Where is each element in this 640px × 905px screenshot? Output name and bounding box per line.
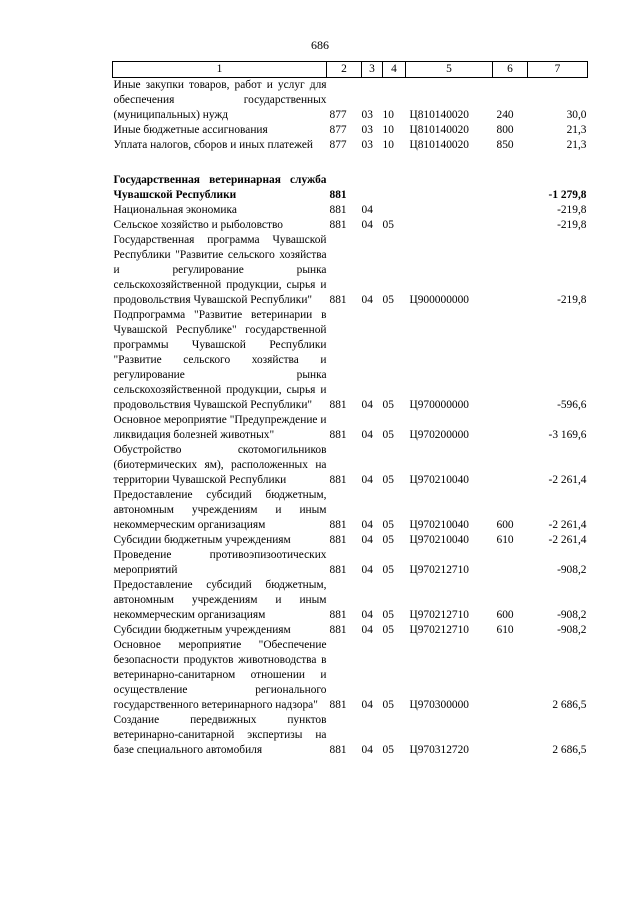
row-subsection: 05 — [382, 429, 394, 441]
row-expense-type: 610 — [496, 624, 514, 636]
row-chief-code: 881 — [329, 219, 347, 231]
row-subsection: 05 — [382, 564, 394, 576]
table-row — [113, 578, 588, 623]
table-row — [113, 78, 588, 124]
row-target-article: Ц970210040 — [409, 534, 469, 546]
row-expense-type — [493, 548, 528, 578]
table-row — [113, 638, 588, 713]
row-chief-code: 881 — [329, 204, 347, 216]
row-amount: -219,8 — [557, 294, 587, 306]
row-target-article: Ц810140020 — [409, 124, 469, 136]
row-expense-type: 240 — [496, 109, 514, 121]
row-target-article: Ц970210040 — [409, 474, 469, 486]
row-subsection: 05 — [382, 219, 394, 231]
row-expense-type — [493, 203, 528, 218]
row-section: 04 — [361, 399, 373, 411]
row-description: Сельское хозяйство и рыболовство — [113, 219, 283, 231]
row-subsection: 05 — [382, 519, 394, 531]
row-section: 04 — [361, 744, 373, 756]
row-chief-code: 881 — [329, 519, 347, 531]
row-chief-code: 877 — [329, 124, 347, 136]
row-target-article: Ц900000000 — [409, 294, 469, 306]
header-row — [113, 62, 588, 78]
row-amount: -2 261,4 — [548, 534, 587, 546]
row-section: 04 — [361, 624, 373, 636]
row-target-article: Ц970000000 — [409, 399, 469, 411]
row-expense-type — [493, 218, 528, 233]
row-subsection: 05 — [382, 474, 394, 486]
row-description: Основное мероприятие "Предупреждение и ликвидация болезней животных" — [113, 414, 327, 441]
header-col-1: 1 — [113, 62, 327, 78]
row-chief-code: 881 — [329, 744, 347, 756]
row-target-article: Ц970300000 — [409, 699, 469, 711]
row-target-article — [406, 203, 493, 218]
header-col-6: 6 — [493, 62, 528, 78]
row-spacer — [113, 153, 588, 173]
row-amount: 21,3 — [566, 139, 587, 151]
row-amount: 2 686,5 — [552, 744, 587, 756]
row-chief-code: 881 — [329, 564, 347, 576]
table-row — [113, 218, 588, 233]
row-expense-type: 610 — [496, 534, 514, 546]
row-amount: 2 686,5 — [552, 699, 587, 711]
table-row — [113, 233, 588, 308]
row-amount: -219,8 — [557, 219, 587, 231]
row-description: Подпрограмма "Развитие ветеринарии в Чувашской Республике" государственной программы Чувашской Республики "Развитие сельского хозяйства и регулирование рынка сельскохозяйственной продукции, сырья и продовольствия Чувашской Республики" — [113, 309, 327, 411]
table-row — [113, 623, 588, 638]
row-description: Субсидии бюджетным учреждениям — [113, 534, 291, 546]
row-description: Субсидии бюджетным учреждениям — [113, 624, 291, 636]
table-row — [113, 123, 588, 138]
row-subsection: 10 — [382, 139, 394, 151]
row-target-article: Ц970210040 — [409, 519, 469, 531]
row-description: Основное мероприятие "Обеспечение безопасности продуктов животноводства в ветеринарно-санитарном отношении и осуществление регионального государственного ветеринарного надзора" — [113, 639, 327, 711]
row-subsection: 05 — [382, 699, 394, 711]
row-description: Проведение противоэпизоотических мероприятий — [113, 549, 327, 576]
table-row — [113, 138, 588, 153]
row-amount: -596,6 — [557, 399, 587, 411]
row-target-article: Ц970200000 — [409, 429, 469, 441]
row-section: 04 — [361, 219, 373, 231]
table-header — [113, 62, 588, 78]
row-amount: -2 261,4 — [548, 474, 587, 486]
row-chief-code: 881 — [329, 429, 347, 441]
header-col-4: 4 — [383, 62, 406, 78]
row-section: 03 — [361, 139, 373, 151]
header-col-2: 2 — [327, 62, 362, 78]
row-amount: -908,2 — [557, 624, 587, 636]
row-subsection: 05 — [382, 534, 394, 546]
header-col-3: 3 — [362, 62, 383, 78]
row-chief-code: 877 — [329, 139, 347, 151]
row-description: Создание передвижных пунктов ветеринарно-санитарной экспертизы на базе специального автомобиля — [113, 714, 327, 756]
row-subsection: 05 — [382, 609, 394, 621]
row-expense-type: 600 — [496, 519, 514, 531]
row-description: Иные закупки товаров, работ и услуг для обеспечения государственных (муниципальных) нужд — [113, 79, 327, 121]
row-chief-code: 881 — [329, 699, 347, 711]
table-row — [113, 548, 588, 578]
table-row — [113, 413, 588, 443]
row-target-article: Ц970212710 — [409, 609, 469, 621]
row-section — [362, 173, 383, 203]
row-amount: -3 169,6 — [548, 429, 587, 441]
row-section: 03 — [361, 124, 373, 136]
row-expense-type — [493, 308, 528, 413]
row-target-article: Ц810140020 — [409, 109, 469, 121]
table-row — [113, 488, 588, 533]
row-subsection: 05 — [382, 744, 394, 756]
table-row — [113, 713, 588, 758]
row-target-article: Ц970312720 — [409, 744, 469, 756]
row-target-article — [406, 218, 493, 233]
row-amount: -908,2 — [557, 564, 587, 576]
page-number: 686 — [311, 38, 329, 52]
row-subsection: 05 — [382, 624, 394, 636]
row-section: 04 — [361, 519, 373, 531]
row-subsection — [383, 203, 406, 218]
table-row — [113, 203, 588, 218]
row-subsection: 10 — [382, 109, 394, 121]
spacer-cell — [113, 153, 588, 173]
row-chief-code: 881 — [329, 534, 347, 546]
budget-table — [112, 61, 588, 758]
row-section: 04 — [361, 564, 373, 576]
table-row — [113, 533, 588, 548]
row-description: Предоставление субсидий бюджетным, автономным учреждениям и иным некоммерческим организациям — [113, 489, 327, 531]
row-section: 04 — [361, 699, 373, 711]
row-target-article: Ц970212710 — [409, 624, 469, 636]
row-target-article: Ц810140020 — [409, 139, 469, 151]
row-expense-type — [493, 713, 528, 758]
row-section: 04 — [361, 474, 373, 486]
row-section: 04 — [361, 294, 373, 306]
row-description: Предоставление субсидий бюджетным, автономным учреждениям и иным некоммерческим организациям — [113, 579, 327, 621]
row-chief-code: 881 — [329, 189, 347, 201]
row-chief-code: 877 — [329, 109, 347, 121]
table-row-agency — [113, 173, 588, 203]
row-amount: -908,2 — [557, 609, 587, 621]
row-section: 03 — [361, 109, 373, 121]
row-subsection: 10 — [382, 124, 394, 136]
row-description: Государственная программа Чувашской Республики "Развитие сельского хозяйства и регулирование рынка сельскохозяйственной продукции, сырья и продовольствия Чувашской Республики" — [113, 234, 327, 306]
row-expense-type — [493, 443, 528, 488]
row-description: Уплата налогов, сборов и иных платежей — [113, 139, 313, 151]
row-section: 04 — [361, 609, 373, 621]
table-row — [113, 443, 588, 488]
row-description: Государственная ветеринарная служба Чувашской Республики — [113, 174, 327, 201]
row-target-article: Ц970212710 — [409, 564, 469, 576]
row-description: Национальная экономика — [113, 204, 237, 216]
row-expense-type — [493, 638, 528, 713]
row-amount: 30,0 — [566, 109, 587, 121]
row-chief-code: 881 — [329, 474, 347, 486]
row-target-article — [406, 173, 493, 203]
row-amount: 21,3 — [566, 124, 587, 136]
table-body — [113, 78, 588, 759]
row-expense-type — [493, 173, 528, 203]
row-chief-code: 881 — [329, 609, 347, 621]
row-chief-code: 881 — [329, 399, 347, 411]
row-expense-type: 600 — [496, 609, 514, 621]
row-expense-type — [493, 413, 528, 443]
header-col-7: 7 — [528, 62, 588, 78]
row-section: 04 — [361, 204, 373, 216]
row-description: Иные бюджетные ассигнования — [113, 124, 268, 136]
row-expense-type: 800 — [496, 124, 514, 136]
row-amount: -219,8 — [557, 204, 587, 216]
row-section: 04 — [361, 534, 373, 546]
row-expense-type — [493, 233, 528, 308]
row-expense-type: 850 — [496, 139, 514, 151]
row-subsection — [383, 173, 406, 203]
row-amount: -1 279,8 — [548, 189, 587, 201]
row-description: Обустройство скотомогильников (биотермических ям), расположенных на территории Чувашской Республики — [113, 444, 327, 486]
row-subsection: 05 — [382, 294, 394, 306]
header-col-5: 5 — [406, 62, 493, 78]
row-chief-code: 881 — [329, 624, 347, 636]
row-section: 04 — [361, 429, 373, 441]
row-amount: -2 261,4 — [548, 519, 587, 531]
table-row — [113, 308, 588, 413]
row-subsection: 05 — [382, 399, 394, 411]
row-chief-code: 881 — [329, 294, 347, 306]
